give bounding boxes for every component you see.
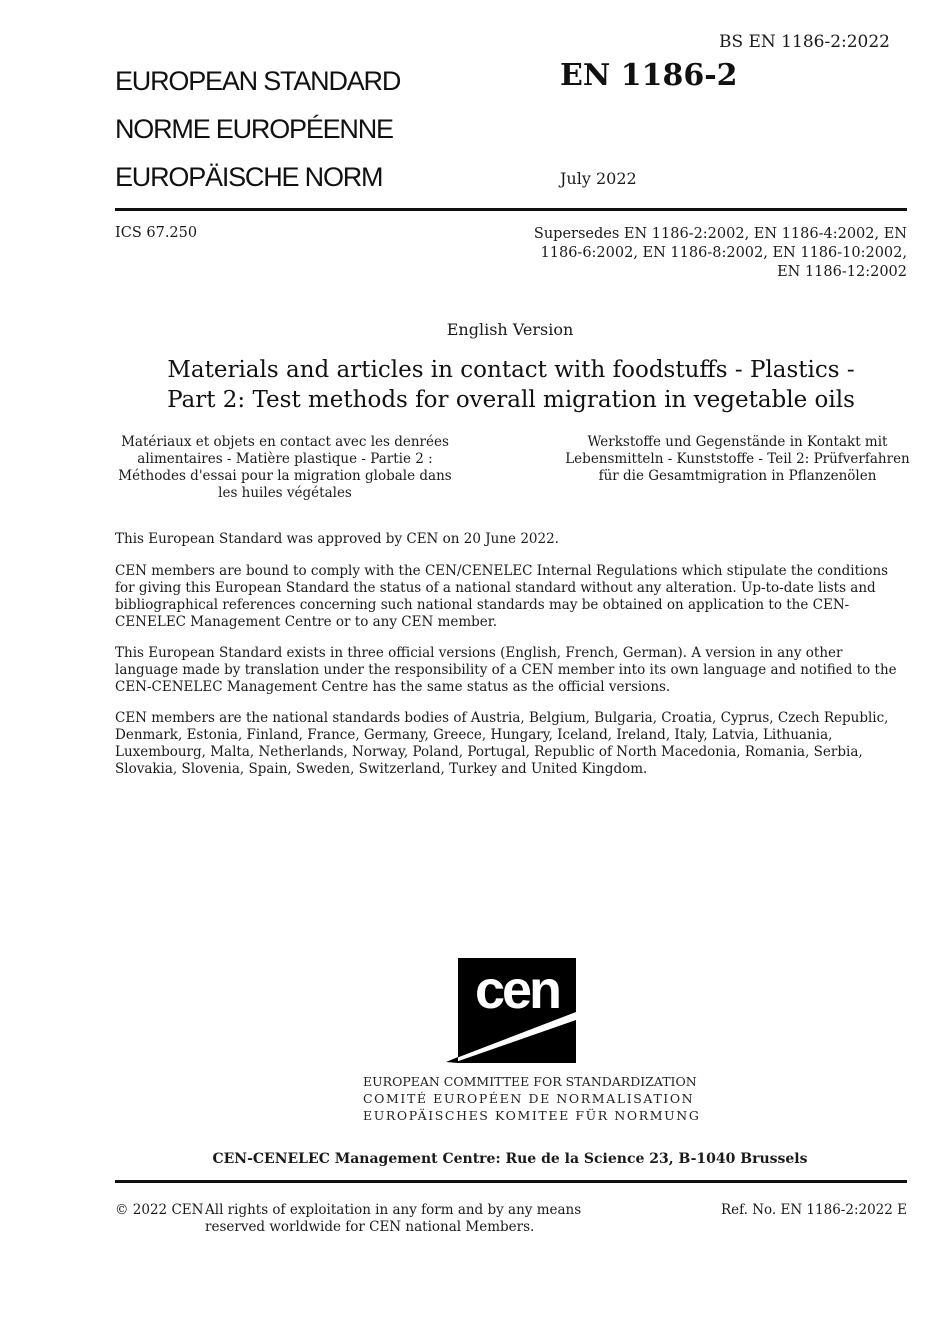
document-title <box>115 355 907 415</box>
approval-paragraph: This European Standard was approved by CEN on 20 June 2022. <box>115 531 559 547</box>
committee-name-de: EUROPÄISCHES KOMITEE FÜR NORMUNG <box>363 1108 701 1123</box>
publication-date: July 2022 <box>560 169 637 188</box>
cen-logo-text: cen <box>474 960 560 1020</box>
members-paragraph: CEN members are the national standards bodies of Austria, Belgium, Bulgaria, Croatia, Cyprus, Czech Republic, Denmark, Estonia, Finland, France, Germany, Greece, Hungary, Iceland, Ireland, Italy, Latvia, Lithuania, Luxembourg, Malta, Netherlands, Norway, Poland, Portugal, Republic of North Macedonia, Romania, Serbia, Slovakia, Slovenia, Spain, Sweden, Switzerland, Turkey and United Kingdom. <box>115 710 889 777</box>
title-europaische-norm: EUROPÄISCHE NORM <box>115 162 383 192</box>
document-title-line-2: Part 2: Test methods for overall migration in vegetable oils <box>167 387 855 413</box>
management-centre-address: CEN-CENELEC Management Centre: Rue de la Science 23, B-1040 Brussels <box>212 1151 808 1167</box>
reference-number: Ref. No. EN 1186-2:2022 E <box>720 1202 907 1218</box>
title-norme-europeenne: NORME EUROPÉENNE <box>115 114 393 144</box>
copyright-notice: © 2022 CEN <box>115 1202 204 1218</box>
footer-divider <box>115 1180 907 1183</box>
standard-number: EN 1186-2 <box>560 58 738 93</box>
cen-logo-mark <box>446 958 578 1064</box>
document-title-line-1: Materials and articles in contact with foodstuffs - Plastics - <box>167 357 855 383</box>
version-label: English Version <box>446 320 574 339</box>
committee-names <box>363 1073 700 1124</box>
compliance-paragraph: CEN members are bound to comply with the CEN/CENELEC Internal Regulations which stipulate the conditions for giving this European Standard the status of a national standard without any alteration. Up-to-date lists and bibliographical references concerning such national standards may be obtained on application to the CEN-CENELEC Management Centre or to any CEN member. <box>115 563 889 630</box>
cen-logo <box>446 958 578 1068</box>
title-european-standard: EUROPEAN STANDARD <box>115 66 401 96</box>
ics-code: ICS 67.250 <box>115 225 198 241</box>
committee-name-en: EUROPEAN COMMITTEE FOR STANDARDIZATION <box>363 1074 697 1089</box>
supersedes-note: Supersedes EN 1186-2:2002, EN 1186-4:2002, EN 1186-6:2002, EN 1186-8:2002, EN 1186-10:2002, EN 1186-12:2002 <box>533 226 907 280</box>
bs-reference: BS EN 1186-2:2022 <box>718 32 890 52</box>
title-german: Werkstoffe und Gegenstände in Kontakt mit Lebensmitteln - Kunststoffe - Teil 2: Prüfverfahren für die Gesamtmigration in Pflanzenölen <box>565 434 910 484</box>
committee-name-fr: COMITÉ EUROPÉEN DE NORMALISATION <box>363 1091 695 1106</box>
title-french: Matériaux et objets en contact avec les denrées alimentaires - Matière plastique - Partie 2 : Méthodes d'essai pour la migration globale dans les huiles végétales <box>118 434 452 501</box>
header-divider <box>115 208 907 211</box>
versions-paragraph: This European Standard exists in three official versions (English, French, German). A version in any other language made by translation under the responsibility of a CEN member into its own language and notified to the CEN-CENELEC Management Centre has the same status as the official versions. <box>115 645 897 695</box>
rights-statement: All rights of exploitation in any form and by any means reserved worldwide for CEN national Members. <box>205 1202 582 1235</box>
